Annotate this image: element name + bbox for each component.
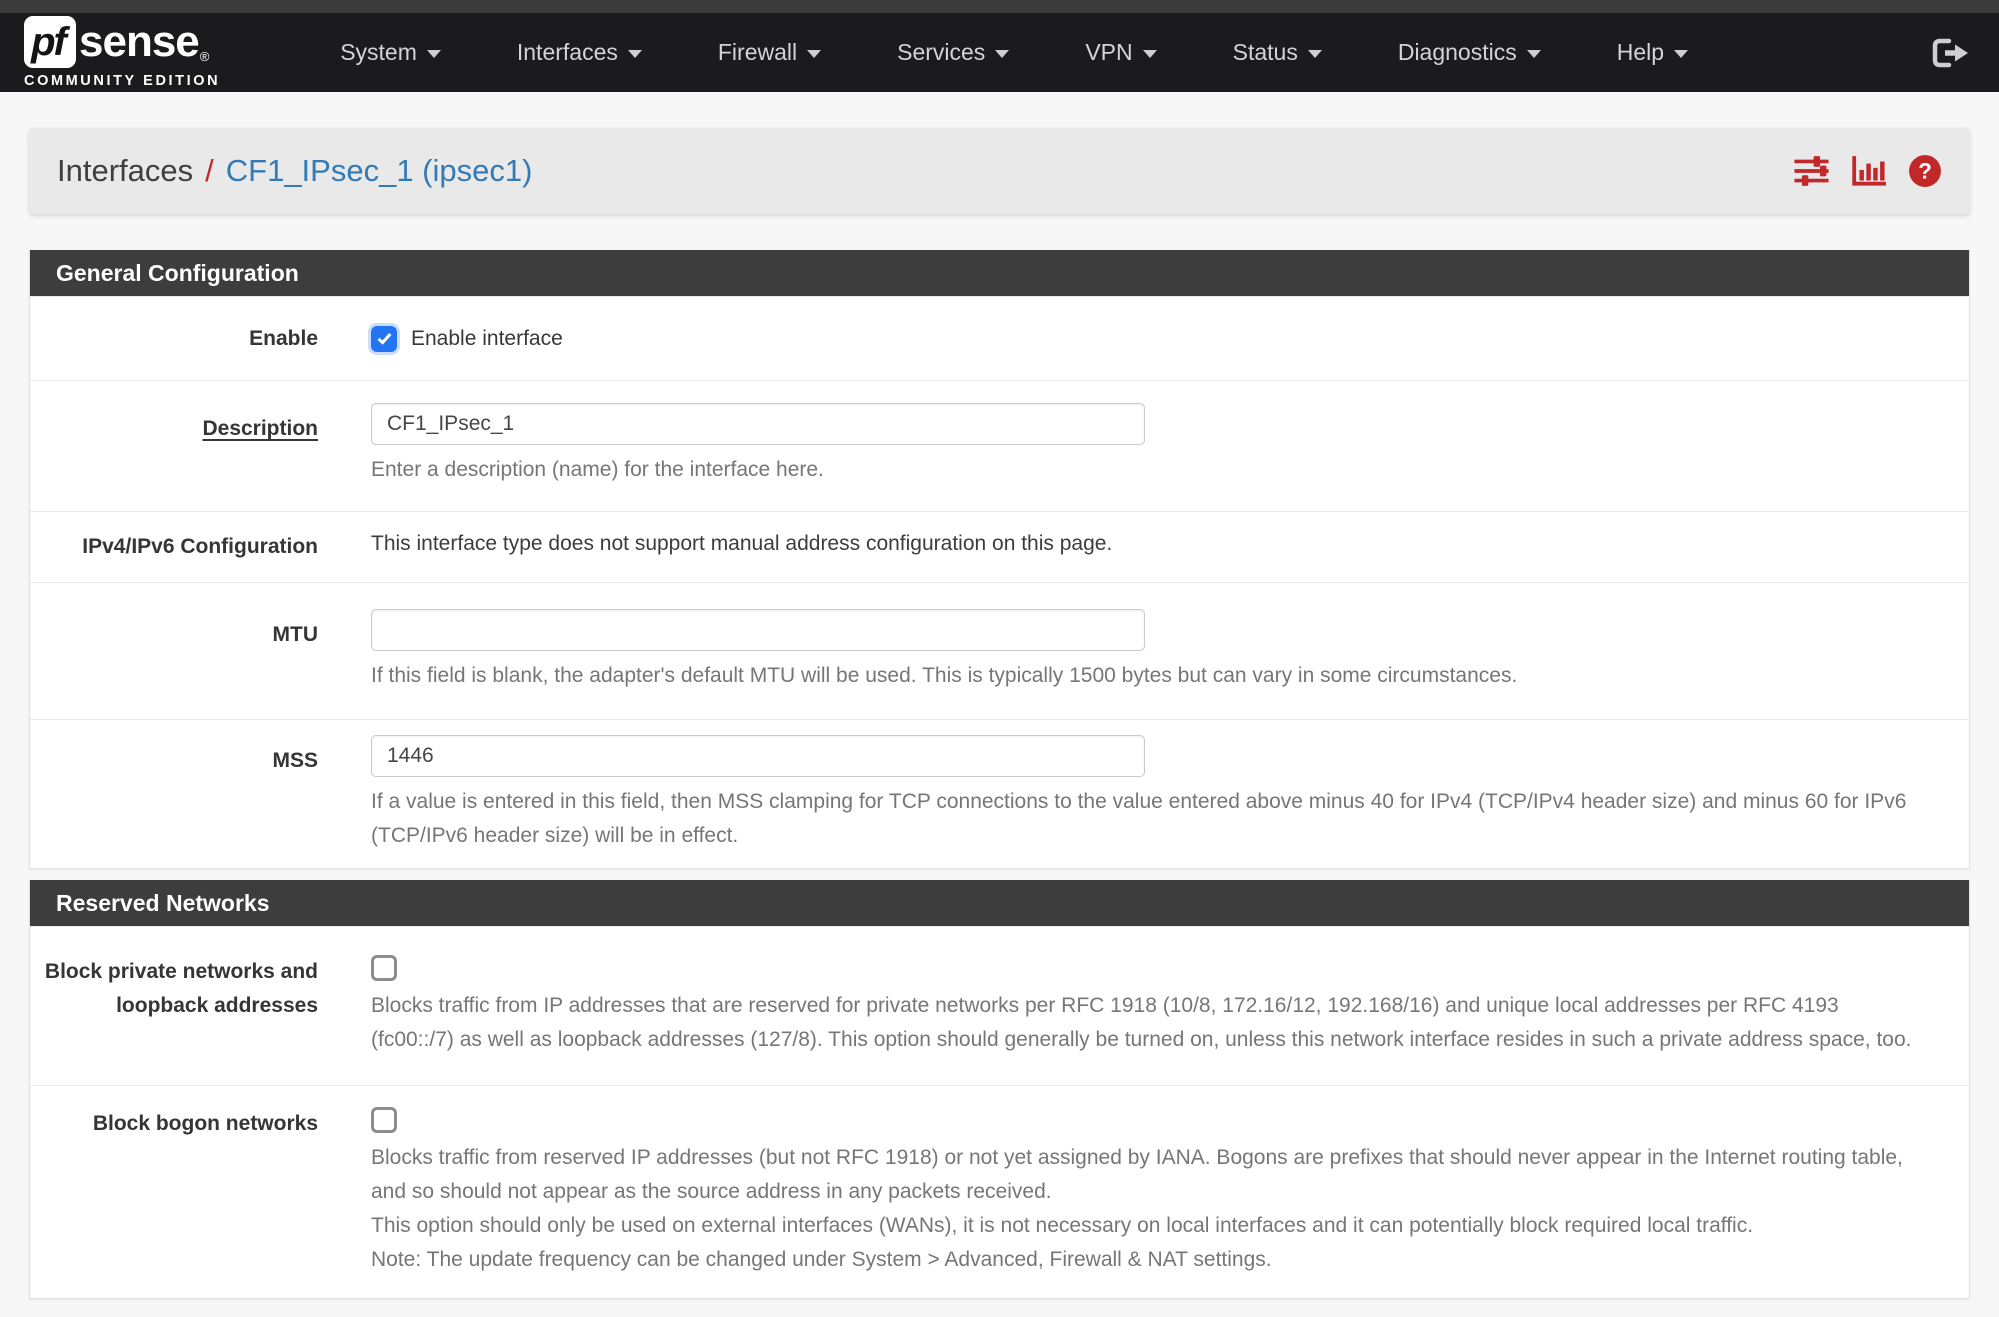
block-bogon-help-line1: Blocks traffic from reserved IP addresses (but not RFC 1918) or not yet assigned by IANA. Bogons are prefixes that should never appear in the Internet routing table, and so should not appear as the source address in any packets received. xyxy=(371,1146,1903,1204)
nav-item-status[interactable]: Status xyxy=(1233,39,1322,66)
block-private-checkbox[interactable] xyxy=(371,955,397,981)
block-bogon-checkbox[interactable] xyxy=(371,1107,397,1133)
nav-item-system[interactable]: System xyxy=(340,39,441,66)
registered-mark: ® xyxy=(199,49,210,64)
enable-label: Enable xyxy=(249,327,318,351)
block-private-label: Block private networks and loopback addresses xyxy=(44,960,318,1018)
breadcrumb-section: Interfaces xyxy=(57,153,194,188)
question-circle-icon[interactable] xyxy=(1908,154,1942,188)
svg-text:?: ? xyxy=(1918,158,1932,184)
description-input[interactable] xyxy=(371,403,1145,445)
bar-chart-icon[interactable] xyxy=(1851,155,1887,187)
block-bogon-label: Block bogon networks xyxy=(92,1112,318,1136)
caret-down-icon xyxy=(628,50,642,58)
breadcrumb xyxy=(57,153,532,189)
description-label: Description xyxy=(202,417,318,441)
breadcrumb-action-icons xyxy=(1793,154,1942,188)
mss-label: MSS xyxy=(272,749,318,773)
caret-down-icon xyxy=(427,50,441,58)
top-strip xyxy=(0,0,1999,13)
block-bogon-help-line2: This option should only be used on external interfaces (WANs), it is not necessary on local interfaces and it can potentially block required local traffic. xyxy=(371,1214,1754,1238)
mss-help: If a value is entered in this field, then MSS clamping for TCP connections to the value entered above minus 40 for IPv4 (TCP/IPv4 header size) and minus 60 for IPv6 (TCP/IPv6 header size) will be in effect. xyxy=(371,790,1907,848)
mtu-help: If this field is blank, the adapter's default MTU will be used. This is typically 1500 bytes but can vary in some circumstances. xyxy=(371,664,1518,688)
panel-general-configuration xyxy=(29,250,1970,869)
pfsense-logo-wordmark: sense xyxy=(79,17,199,66)
breadcrumb-panel xyxy=(29,128,1970,214)
enable-checkbox-label[interactable]: Enable interface xyxy=(411,327,563,350)
nav-item-diagnostics[interactable]: Diagnostics xyxy=(1398,39,1541,66)
caret-down-icon xyxy=(1674,50,1688,58)
row-mss xyxy=(30,719,1969,868)
panel-reserved-networks xyxy=(29,880,1970,1299)
row-description xyxy=(30,380,1969,511)
nav-item-vpn[interactable]: VPN xyxy=(1085,39,1156,66)
mtu-input[interactable] xyxy=(371,609,1145,651)
row-block-bogon xyxy=(30,1085,1969,1298)
sliders-icon[interactable] xyxy=(1793,155,1830,187)
ip-configuration-label: IPv4/IPv6 Configuration xyxy=(82,535,318,559)
row-mtu xyxy=(30,582,1969,719)
caret-down-icon xyxy=(1143,50,1157,58)
ip-configuration-text: This interface type does not support manual address configuration on this page. xyxy=(371,532,1113,556)
row-block-private xyxy=(30,926,1969,1085)
nav-item-help[interactable]: Help xyxy=(1617,39,1688,66)
pfsense-logo-pf: pf xyxy=(24,16,76,68)
enable-checkbox[interactable] xyxy=(371,326,397,352)
nav-item-services[interactable]: Services xyxy=(897,39,1009,66)
caret-down-icon xyxy=(807,50,821,58)
mtu-label: MTU xyxy=(272,623,318,647)
community-edition-label: COMMUNITY EDITION xyxy=(24,73,221,89)
page-content xyxy=(0,92,1999,1299)
block-bogon-help xyxy=(371,1141,1925,1277)
nav-menu xyxy=(340,39,1688,66)
row-enable xyxy=(30,296,1969,380)
checkmark-icon xyxy=(377,330,391,344)
row-ip-configuration xyxy=(30,511,1969,582)
caret-down-icon xyxy=(1527,50,1541,58)
breadcrumb-separator: / xyxy=(205,153,214,188)
breadcrumb-page-link[interactable]: CF1_IPsec_1 (ipsec1) xyxy=(225,153,533,188)
sign-out-icon[interactable] xyxy=(1932,37,1971,69)
caret-down-icon xyxy=(995,50,1009,58)
block-private-help: Blocks traffic from IP addresses that are reserved for private networks per RFC 1918 (10/8, 172.16/12, 192.168/16) and unique local addresses per RFC 4193 (fc00::/7) as well as loopback addresses (127/8). This option should generally be turned on, unless this network interface resides in such a private address space, too. xyxy=(371,994,1912,1052)
panel-header-general: General Configuration xyxy=(30,250,1969,296)
panel-header-reserved: Reserved Networks xyxy=(30,880,1969,926)
nav-item-firewall[interactable]: Firewall xyxy=(718,39,821,66)
caret-down-icon xyxy=(1308,50,1322,58)
mss-input[interactable] xyxy=(371,735,1145,777)
nav-item-interfaces[interactable]: Interfaces xyxy=(517,39,642,66)
pfsense-logo[interactable] xyxy=(24,16,220,89)
main-navbar xyxy=(0,13,1999,92)
block-bogon-help-line3: Note: The update frequency can be changed under System > Advanced, Firewall & NAT settings. xyxy=(371,1248,1272,1272)
description-help: Enter a description (name) for the interface here. xyxy=(371,458,824,482)
